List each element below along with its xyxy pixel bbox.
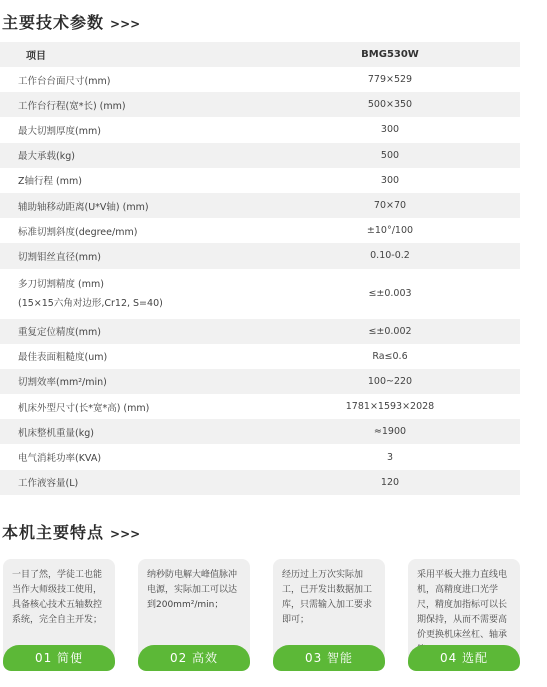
feature-card — [3, 559, 115, 671]
row-value: ±10°/100 — [366, 225, 414, 237]
row-label: 标准切割斜度(degree/mm) — [18, 226, 138, 238]
section-arrows: >>> — [110, 527, 141, 541]
table-row — [0, 419, 520, 444]
table-row — [0, 67, 520, 92]
section-title-specs — [2, 10, 140, 33]
row-value: ≤±0.003 — [368, 288, 412, 299]
row-label: 切割效率(mm²/min) — [18, 377, 107, 389]
spec-table — [0, 42, 520, 495]
row-label-multiline — [0, 275, 260, 313]
row-value: 500 — [380, 149, 400, 161]
row-value: 120 — [380, 476, 400, 488]
feature-badge: 01 简便 — [3, 645, 115, 671]
header-item: 项目 — [26, 51, 46, 62]
row-label: Z轴行程 (mm) — [18, 176, 82, 188]
row-label: 最大承载(kg) — [18, 151, 75, 163]
table-header — [0, 42, 520, 67]
row-value: 779×529 — [367, 74, 413, 86]
row-label: 辅助轴移动距离(U*V轴) (mm) — [18, 201, 149, 213]
header-model: BMG530W — [361, 49, 419, 60]
feature-text: 纳秒防电解大峰值脉冲电源，实际加工可以达到200mm²/min； — [147, 570, 238, 610]
section-title-text: 主要技术参数 — [2, 13, 105, 32]
row-label: 电气消耗功率(KVA) — [18, 453, 102, 465]
table-row — [0, 470, 520, 495]
feature-text: 采用平板大推力直线电机，高精度进口光学尺，精度加指标可以长期保持，从而不需要高价更换机床丝杠、轴承 — [417, 570, 508, 640]
row-label: 机床外型尺寸(长*宽*高) (mm) — [18, 402, 150, 414]
row-value: ≈1900 — [373, 426, 407, 438]
row-value: 0.10-0.2 — [370, 250, 410, 262]
table-row — [0, 117, 520, 142]
row-label: 多刀切割精度 (mm) — [18, 278, 104, 290]
row-label: 最大切割厚度(mm) — [18, 125, 101, 137]
table-row — [0, 394, 520, 419]
row-value: 70×70 — [373, 200, 407, 212]
table-row — [0, 243, 520, 268]
table-row — [0, 193, 520, 218]
row-label: 工作液容量(L) — [18, 478, 79, 490]
row-value: 100~220 — [367, 375, 413, 387]
row-label: 最佳表面粗糙度(um) — [18, 352, 108, 364]
row-label: 工作台行程(宽*长) (mm) — [18, 100, 126, 112]
row-label: 机床整机重量(kg) — [18, 427, 94, 439]
table-row — [0, 344, 520, 369]
row-value: 300 — [380, 174, 400, 186]
row-value: 1781×1593×2028 — [345, 401, 435, 413]
feature-badge: 03 智能 — [273, 645, 385, 671]
row-label: 工作台台面尺寸(mm) — [18, 75, 111, 87]
feature-card — [273, 559, 385, 671]
feature-text: 一目了然，学徒工也能当作大师级技工使用，具备核心技术五轴数控系统，完全自主开发； — [12, 570, 103, 625]
table-row — [0, 92, 520, 117]
row-value: 500×350 — [367, 99, 413, 111]
section-title-features — [2, 520, 140, 543]
row-label: 切割钼丝直径(mm) — [18, 251, 101, 263]
section-arrows: >>> — [110, 17, 141, 31]
row-value: ≤±0.002 — [368, 325, 412, 337]
row-value: Ra≤0.6 — [372, 350, 408, 362]
row-value: 300 — [380, 124, 400, 136]
row-label: 重复定位精度(mm) — [18, 327, 101, 339]
table-row — [0, 319, 520, 344]
feature-badge: 04 选配 — [408, 645, 520, 671]
table-row — [0, 369, 520, 394]
table-row — [0, 143, 520, 168]
feature-card — [408, 559, 520, 671]
feature-cards — [3, 559, 523, 673]
feature-card — [138, 559, 250, 671]
table-row — [0, 444, 520, 469]
row-label-note: (15×15六角对边形,Cr12, S=40) — [18, 297, 163, 309]
table-row — [0, 218, 520, 243]
feature-badge: 02 高效 — [138, 645, 250, 671]
table-row — [0, 168, 520, 193]
row-value: 3 — [386, 451, 394, 463]
section-title-text: 本机主要特点 — [2, 523, 105, 542]
feature-text: 经历过上万次实际加工，已开发出数据加工库，只需输入加工要求即可； — [282, 570, 373, 625]
table-row — [0, 269, 520, 319]
